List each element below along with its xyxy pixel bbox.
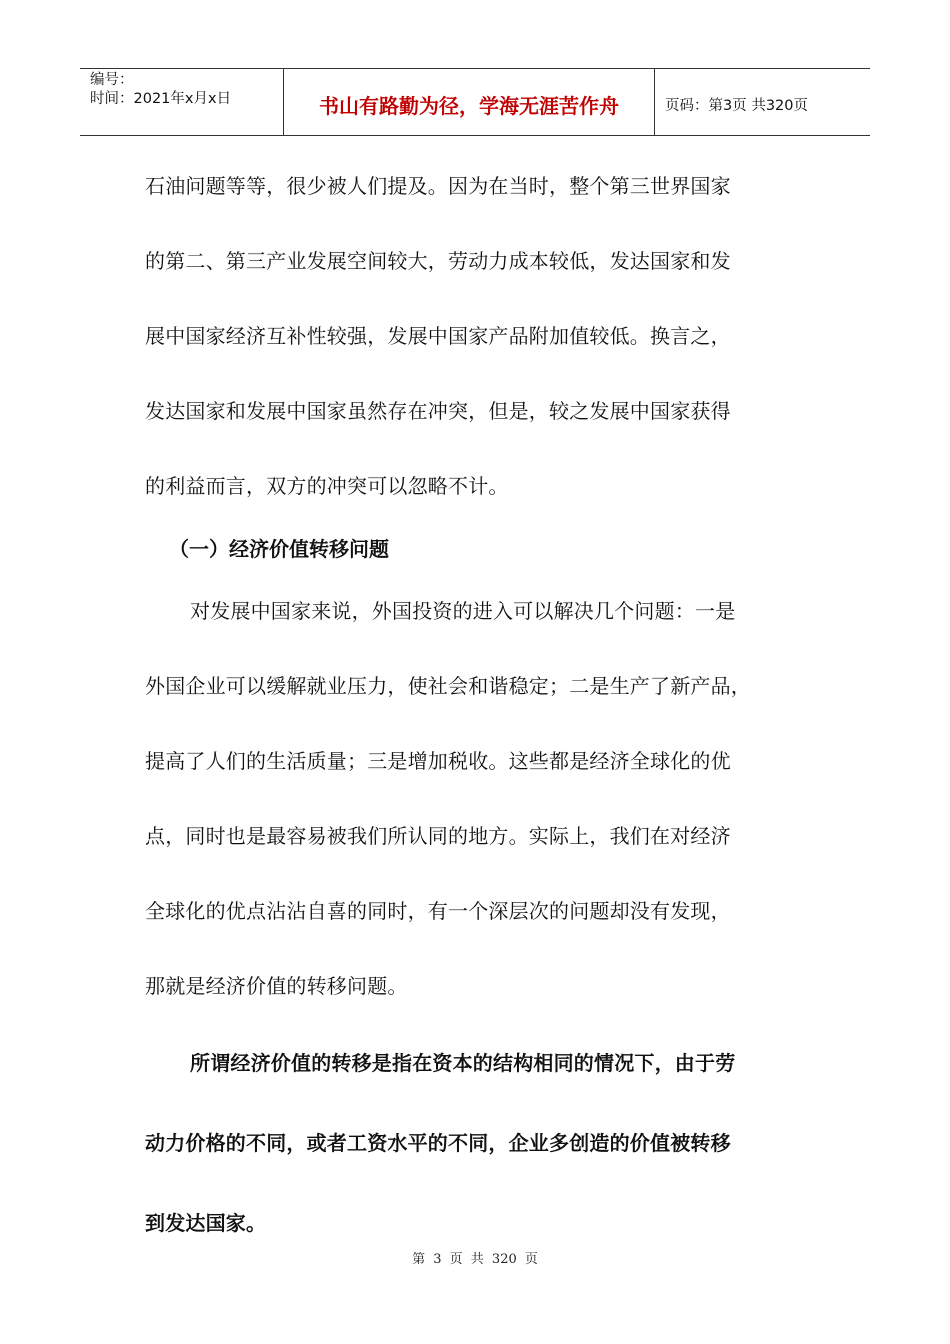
text-line: 所谓经济价值的转移是指在资本的结构相同的情况下，由于劳 bbox=[190, 1051, 736, 1075]
number-label: 编号： bbox=[90, 72, 134, 88]
page-footer: 第 3 页 共 320 页 bbox=[412, 1252, 538, 1267]
text-line: 那就是经济价值的转移问题。 bbox=[145, 974, 408, 998]
time-label: 时间：2021年x月x日 bbox=[90, 91, 232, 107]
header-page-info: 页码：第3页 共320页 bbox=[665, 97, 809, 114]
text-line: 的利益而言，双方的冲突可以忽略不计。 bbox=[145, 474, 509, 498]
text-line: 动力价格的不同，或者工资水平的不同，企业多创造的价值被转移 bbox=[145, 1131, 731, 1155]
text-line: 外国企业可以缓解就业压力，使社会和谐稳定；二是生产了新产品， bbox=[145, 674, 751, 698]
text-line: 到发达国家。 bbox=[145, 1211, 267, 1235]
document-header bbox=[80, 68, 870, 136]
paragraph-2 bbox=[145, 590, 810, 1040]
text-line: 点，同时也是最容易被我们所认同的地方。实际上，我们在对经济 bbox=[145, 824, 731, 848]
header-meta bbox=[80, 69, 283, 135]
text-line: 发达国家和发展中国家虽然存在冲突，但是，较之发展中国家获得 bbox=[145, 399, 731, 423]
paragraph-3 bbox=[145, 1042, 810, 1282]
header-motto: 书山有路勤为径，学海无涯苦作舟 bbox=[283, 69, 655, 135]
text-line: 石油问题等等，很少被人们提及。因为在当时，整个第三世界国家 bbox=[145, 174, 731, 198]
section-heading: （一）经济价值转移问题 bbox=[169, 537, 389, 561]
text-line: 全球化的优点沾沾自喜的同时，有一个深层次的问题却没有发现， bbox=[145, 899, 731, 923]
paragraph-1 bbox=[145, 165, 810, 540]
text-line: 的第二、第三产业发展空间较大，劳动力成本较低，发达国家和发 bbox=[145, 249, 731, 273]
text-line: 提高了人们的生活质量；三是增加税收。这些都是经济全球化的优 bbox=[145, 749, 731, 773]
text-line: 对发展中国家来说，外国投资的进入可以解决几个问题：一是 bbox=[190, 599, 736, 623]
document-body bbox=[145, 165, 810, 1282]
text-line: 展中国家经济互补性较强，发展中国家产品附加值较低。换言之， bbox=[145, 324, 731, 348]
